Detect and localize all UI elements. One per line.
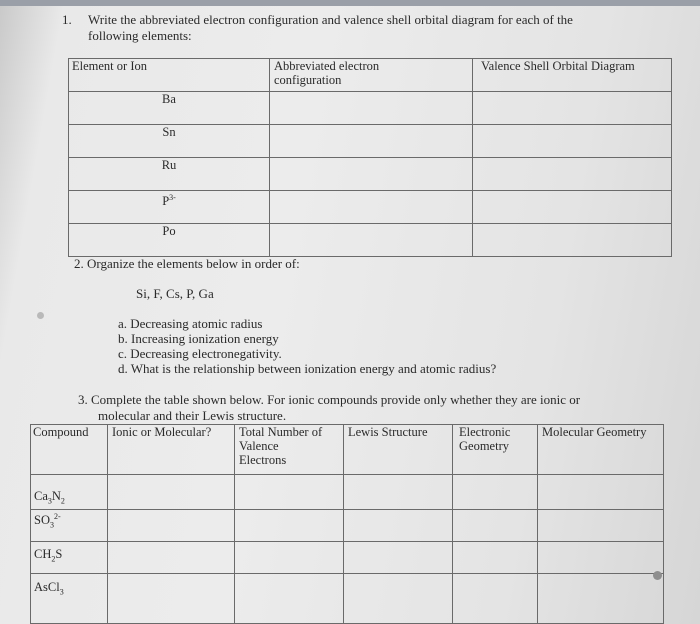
- answer-cell[interactable]: [344, 541, 453, 573]
- header-total-valence-electrons: Total Number of Valence Electrons: [235, 425, 344, 475]
- header-abbreviated-configuration: Abbreviated electron configuration: [270, 59, 473, 92]
- orbital-cell[interactable]: [473, 158, 672, 191]
- answer-cell[interactable]: [108, 541, 235, 573]
- answer-cell[interactable]: [453, 541, 538, 573]
- compound-cell-ch2s: $CH_2S$: [31, 541, 108, 573]
- answer-cell[interactable]: [344, 509, 453, 541]
- answer-cell[interactable]: [453, 475, 538, 510]
- config-cell[interactable]: [270, 224, 473, 257]
- answer-cell[interactable]: [538, 509, 664, 541]
- answer-cell[interactable]: [538, 475, 664, 510]
- electron-configuration-table: [68, 58, 672, 257]
- element-cell-po: Po: [69, 224, 270, 257]
- answer-cell[interactable]: [453, 573, 538, 623]
- question-1-number: 1.: [62, 12, 72, 27]
- question-2-item-b: b. Increasing ionization energy: [118, 331, 279, 346]
- header-ionic-or-molecular: Ionic or Molecular?: [108, 425, 235, 475]
- answer-cell[interactable]: [235, 541, 344, 573]
- question-3: 3. Complete the table shown below. For ionic compounds provide only whether they are ionic or: [78, 392, 581, 407]
- config-cell[interactable]: [270, 158, 473, 191]
- question-1: [62, 12, 573, 27]
- header-electronic-geometry: Electronic Geometry: [453, 425, 538, 475]
- answer-cell[interactable]: [538, 541, 664, 573]
- orbital-cell[interactable]: [473, 224, 672, 257]
- header-valence-shell-orbital-diagram: Valence Shell Orbital Diagram: [473, 59, 672, 92]
- question-1-text-cont: following elements:: [88, 28, 192, 43]
- answer-cell[interactable]: [344, 475, 453, 510]
- config-cell[interactable]: [270, 191, 473, 224]
- orbital-cell[interactable]: [473, 92, 672, 125]
- element-cell-sn: Sn: [69, 125, 270, 158]
- answer-cell[interactable]: [235, 475, 344, 510]
- question-2: 2. Organize the elements below in order of:: [74, 256, 300, 271]
- header-element-or-ion: Element or Ion: [69, 59, 270, 92]
- header-molecular-geometry: Molecular Geometry: [538, 425, 664, 475]
- answer-cell[interactable]: [538, 573, 664, 623]
- orbital-cell[interactable]: [473, 125, 672, 158]
- answer-cell[interactable]: [344, 573, 453, 623]
- answer-cell[interactable]: [235, 573, 344, 623]
- answer-cell[interactable]: [453, 509, 538, 541]
- lewis-structure-table: [30, 424, 664, 624]
- header-lewis-structure: Lewis Structure: [344, 425, 453, 475]
- answer-cell[interactable]: [235, 509, 344, 541]
- orbital-cell[interactable]: [473, 191, 672, 224]
- answer-cell[interactable]: [108, 509, 235, 541]
- compound-cell-ascl3: AsCl$_3$: [31, 573, 108, 623]
- config-cell[interactable]: [270, 92, 473, 125]
- question-2-item-a: a. Decreasing atomic radius: [118, 316, 263, 331]
- answer-cell[interactable]: [108, 573, 235, 623]
- answer-cell[interactable]: [108, 475, 235, 510]
- element-cell-p3: $P^{3-}$: [69, 191, 270, 224]
- table-resize-handle[interactable]: [653, 571, 662, 580]
- question-2-item-c: c. Decreasing electronegativity.: [118, 346, 282, 361]
- compound-cell-ca3n2: $Ca_3N_2$: [31, 475, 108, 510]
- window-top-bar: [0, 0, 700, 6]
- compound-cell-so3: $SO_3^{2-}$: [31, 509, 108, 541]
- margin-dot: [37, 312, 44, 319]
- config-cell[interactable]: [270, 125, 473, 158]
- element-cell-ba: Ba: [69, 92, 270, 125]
- element-list: Si, F, Cs, P, Ga: [136, 286, 214, 301]
- question-1-text: Write the abbreviated electron configuration and valence shell orbital diagram for each of the: [88, 12, 573, 27]
- element-cell-ru: Ru: [69, 158, 270, 191]
- question-2-item-d: d. What is the relationship between ionization energy and atomic radius?: [118, 361, 497, 376]
- question-3-cont: molecular and their Lewis structure.: [98, 408, 287, 423]
- header-compound: Compound: [31, 425, 108, 475]
